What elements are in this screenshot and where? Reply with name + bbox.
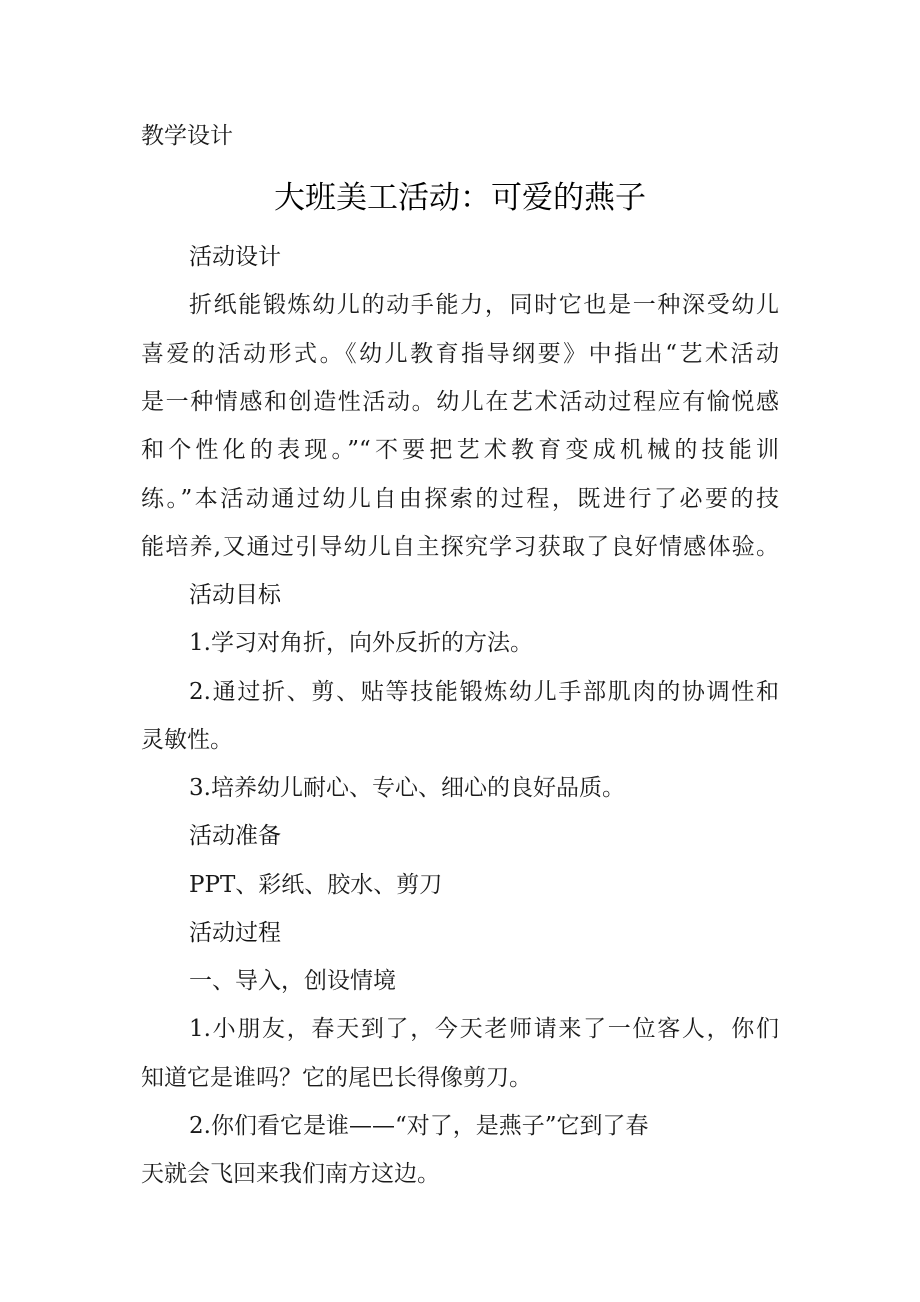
paragraph-line: 能培养,又通过引导幼儿自主探究学习获取了良好情感体验。 bbox=[141, 534, 779, 560]
step-2: 2.你们看它是谁——“对了，是燕子”它到了春 bbox=[189, 1113, 649, 1139]
step-1-continued: 知道它是谁吗？它的尾巴长得像剪刀。 bbox=[141, 1065, 532, 1091]
section-heading-prep: 活动准备 bbox=[189, 823, 281, 849]
step-1: 1.小朋友，春天到了，今天老师请来了一位客人，你们 bbox=[189, 1016, 779, 1042]
paragraph-line: 和个性化的表现。”“不要把艺术教育变成机械的技能训 bbox=[141, 437, 779, 463]
goal-item-2: 2.通过折、剪、贴等技能锻炼幼儿手部肌肉的协调性和 bbox=[189, 679, 779, 705]
paragraph-line: 是一种情感和创造性活动。幼儿在艺术活动过程应有愉悦感 bbox=[141, 389, 779, 415]
paragraph-line: 折纸能锻炼幼儿的动手能力，同时它也是一种深受幼儿 bbox=[189, 292, 779, 318]
goal-item-3: 3.培养幼儿耐心、专心、细心的良好品质。 bbox=[189, 775, 625, 801]
goal-item-1: 1.学习对角折，向外反折的方法。 bbox=[189, 630, 533, 656]
paragraph-line: 练。”本活动通过幼儿自由探索的过程，既进行了必要的技 bbox=[141, 486, 779, 512]
section-heading-design: 活动设计 bbox=[189, 244, 281, 270]
page-title: 大班美工活动：可爱的燕子 bbox=[274, 180, 646, 216]
step-2-continued: 天就会飞回来我们南方这边。 bbox=[141, 1161, 440, 1187]
step-title: 一、导入，创设情境 bbox=[189, 968, 396, 994]
header-label: 教学设计 bbox=[141, 123, 233, 149]
prep-items: PPT、彩纸、胶水、剪刀 bbox=[189, 872, 443, 898]
goal-item-2-continued: 灵敏性。 bbox=[141, 727, 233, 753]
section-heading-process: 活动过程 bbox=[189, 920, 281, 946]
paragraph-line: 喜爱的活动形式。《幼儿教育指导纲要》中指出“艺术活动 bbox=[141, 341, 779, 367]
section-heading-goals: 活动目标 bbox=[189, 582, 281, 608]
